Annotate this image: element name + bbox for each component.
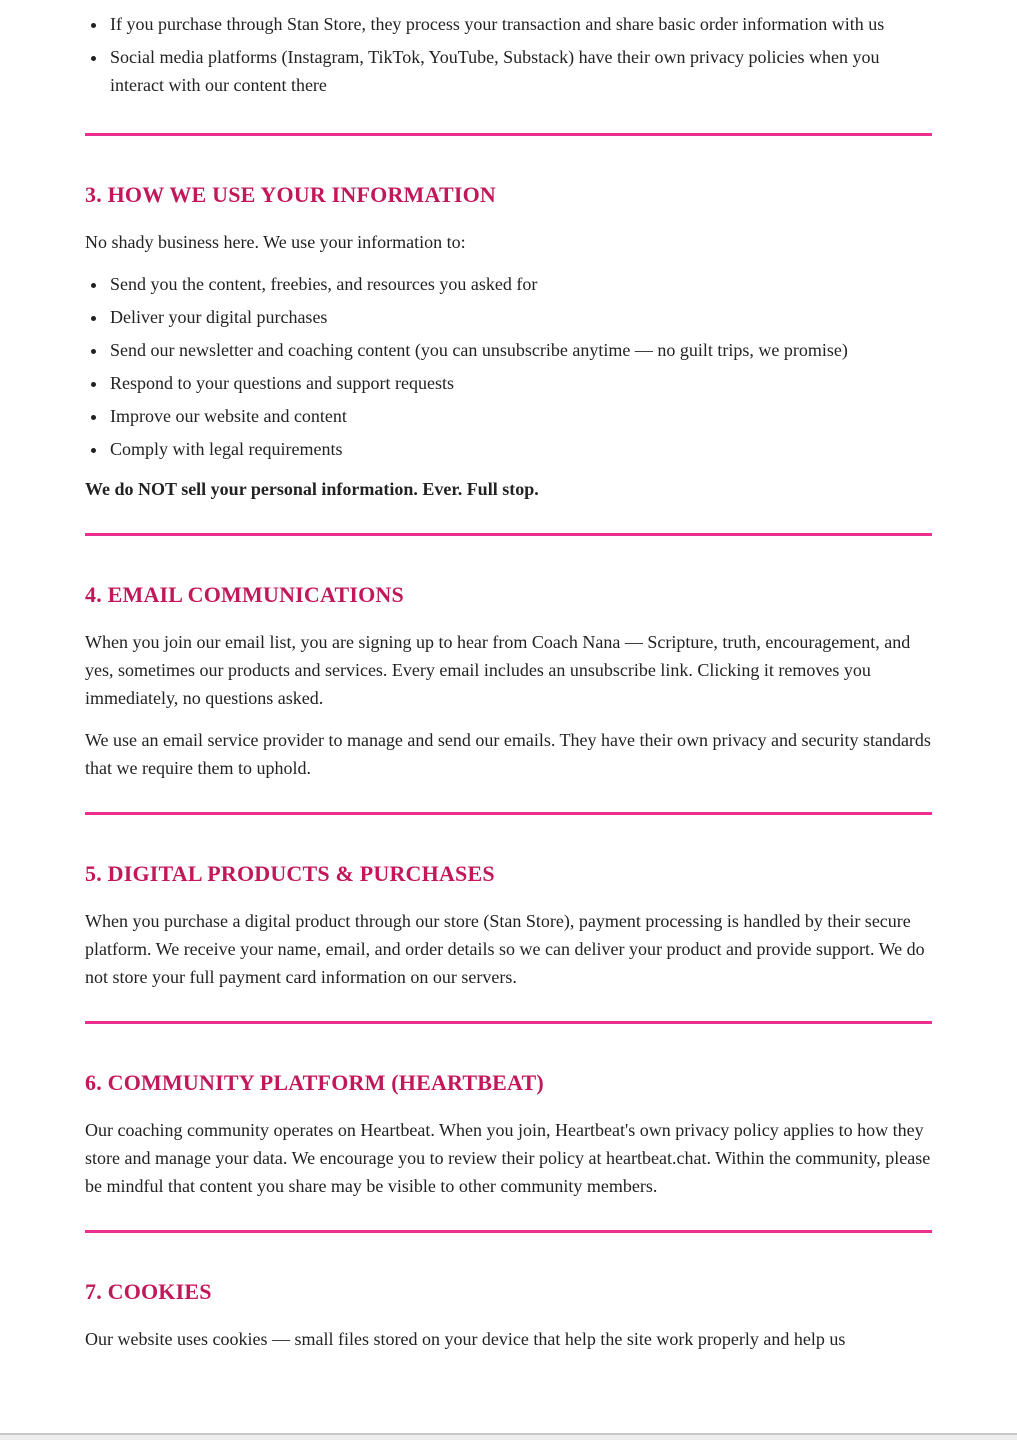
page-bottom-edge xyxy=(0,1433,1017,1440)
usage-bullet-list xyxy=(85,270,932,463)
section-email xyxy=(85,580,932,782)
paragraph: When you join our email list, you are signing up to hear from Coach Nana — Scripture, truth, encouragement, and yes, sometimes our products and services. Every email includes an unsubscribe link. Clicking it removes you immediately, no questions asked. xyxy=(85,632,911,708)
section-divider xyxy=(85,133,932,136)
section-community xyxy=(85,1068,932,1200)
list-item: • Comply with legal requirements xyxy=(108,435,932,463)
list-item: • If you purchase through Stan Store, they process your transaction and share basic order information with us xyxy=(108,10,932,38)
paragraph: Our coaching community operates on Heartbeat. When you join, Heartbeat's own privacy policy applies to how they store and manage your data. We encourage you to review their policy at heartbeat.chat. Within the community, please be mindful that content you share may be visible to other community members. xyxy=(85,1120,931,1196)
section-divider xyxy=(85,1230,932,1233)
list-item: • Send you the content, freebies, and resources you asked for xyxy=(108,270,932,298)
list-item: • Deliver your digital purchases xyxy=(108,303,932,331)
paragraph: Our website uses cookies — small files stored on your device that help the site work properly and help us xyxy=(85,1329,846,1349)
section-cookies xyxy=(85,1277,932,1353)
list-item: • Respond to your questions and support requests xyxy=(108,369,932,397)
section-how-we-use xyxy=(85,180,932,503)
section-divider xyxy=(85,1021,932,1024)
paragraph: No shady business here. We use your information to: xyxy=(85,232,466,252)
section-digital-products xyxy=(85,859,932,991)
list-item: • Social media platforms (Instagram, TikTok, YouTube, Substack) have their own privacy policies when you interact with our content there xyxy=(108,43,932,99)
list-item: • Improve our website and content xyxy=(108,402,932,430)
section-heading: 5. DIGITAL PRODUCTS & PURCHASES xyxy=(85,861,495,886)
section-heading: 7. COOKIES xyxy=(85,1279,212,1304)
section-divider xyxy=(85,812,932,815)
paragraph: We use an email service provider to manage and send our emails. They have their own privacy and security standards that we require them to uphold. xyxy=(85,730,931,778)
third-party-bullet-list xyxy=(85,10,932,99)
emphasis-text: We do NOT sell your personal information. Ever. Full stop. xyxy=(85,479,539,499)
section-heading: 6. COMMUNITY PLATFORM (HEARTBEAT) xyxy=(85,1070,544,1095)
list-item: • Send our newsletter and coaching content (you can unsubscribe anytime — no guilt trips, we promise) xyxy=(108,336,932,364)
section-heading: 3. HOW WE USE YOUR INFORMATION xyxy=(85,182,497,207)
paragraph: When you purchase a digital product through our store (Stan Store), payment processing is handled by their secure platform. We receive your name, email, and order details so we can deliver your product and provide support. We do not store your full payment card information on our servers. xyxy=(85,911,925,987)
section-heading: 4. EMAIL COMMUNICATIONS xyxy=(85,582,404,607)
section-divider xyxy=(85,533,932,536)
